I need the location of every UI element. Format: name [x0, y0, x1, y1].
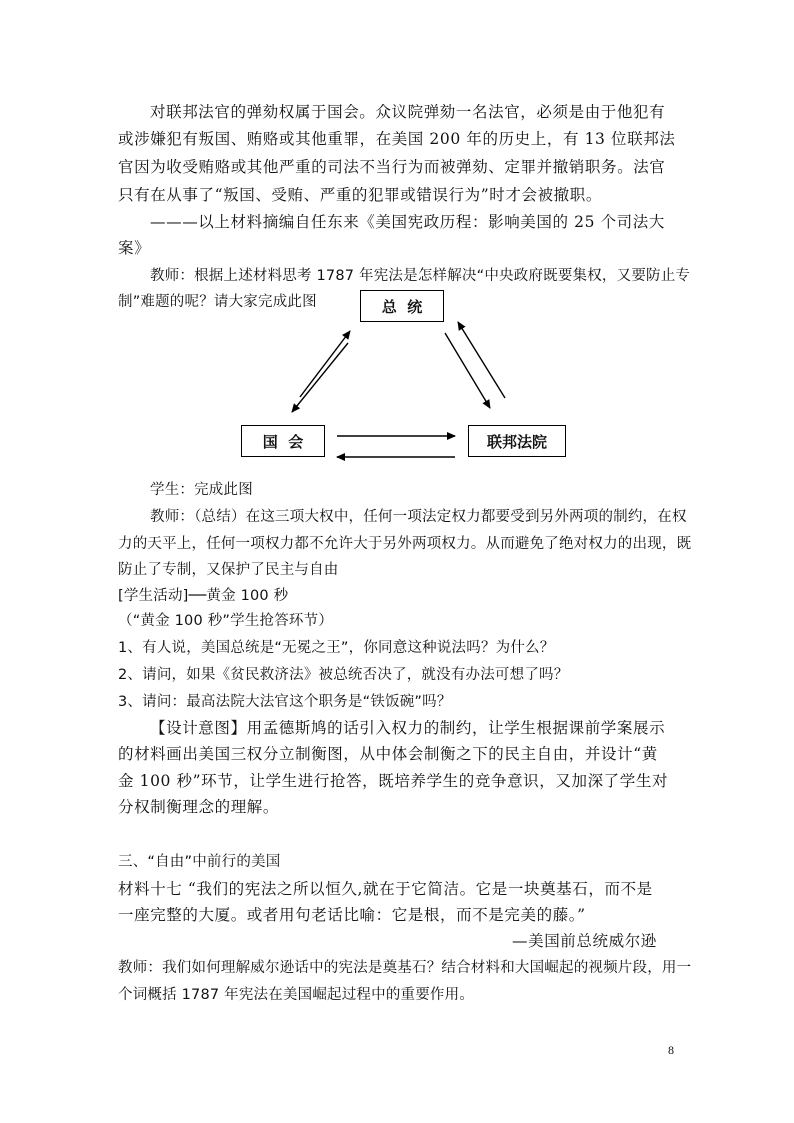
source-line-2: 案》: [118, 239, 151, 257]
page-number: 8: [668, 1043, 674, 1057]
teacher-question-3-line-1: 教师：我们如何理解威尔逊话中的宪法是奠基石？结合材料和大国崛起的视频片段，用一: [118, 960, 692, 976]
teacher-question-line-2: 制”难题的呢？请大家完成此图: [118, 294, 317, 310]
design-intent-line-3: 金 100 秒”环节，让学生进行抢答，既培养学生的竞争意识，又加深了学生对: [118, 772, 669, 790]
design-intent-line-1: 【设计意图】用孟德斯鸠的话引入权力的制约，让学生根据课前学案展示: [150, 719, 666, 737]
paragraph-1-line-2: 或涉嫌犯有叛国、贿赂或其他重罪，在美国 200 年的历史上，有 13 位联邦法: [118, 130, 676, 148]
material-17-line-1: 材料十七 “我们的宪法之所以恒久,就在于它简洁。它是一块奠基石，而不是: [118, 880, 653, 898]
teacher-question-line-1: 教师：根据上述材料思考 1787 年宪法是怎样解决“中央政府既要集权，又要防止专: [150, 268, 691, 284]
paragraph-1-line-3: 官因为收受贿赂或其他严重的司法不当行为而被弹劾、定罪并撤销职务。法官: [118, 158, 666, 176]
paragraph-1-line-4: 只有在从事了“叛国、受贿、严重的犯罪或错误行为”时才会被撤职。: [118, 186, 602, 204]
design-intent-line-2: 的材料画出美国三权分立制衡图，从中体会制衡之下的民主自由，并设计“黄: [118, 745, 658, 763]
student-activity-note: （“黄金 100 秒”学生抢答环节）: [118, 613, 334, 629]
paragraph-1-line-1: 对联邦法官的弹劾权属于国会。众议院弹劾一名法官，必须是由于他犯有: [150, 103, 666, 121]
design-intent-line-4: 分权制衡理念的理解。: [118, 798, 280, 816]
federal-court-box: [468, 425, 566, 457]
arrow-president-to-congress: [292, 343, 348, 412]
material-17-line-2: 一座完整的大厦。或者用句老话比喻：它是根，而不是完美的藤。”: [118, 906, 586, 924]
source-line-1: ———以上材料摘编自任东来《美国宪政历程：影响美国的 25 个司法大: [150, 213, 665, 231]
president-label: 总 统: [381, 297, 423, 316]
material-17-attribution: —美国前总统威尔逊: [512, 932, 657, 950]
congress-box: [241, 425, 325, 457]
federal-court-label: 联邦法院: [486, 432, 547, 451]
arrow-court-to-president: [458, 322, 505, 398]
teacher-question-3-line-2: 个词概括 1787 年宪法在美国崛起过程中的重要作用。: [118, 987, 475, 1003]
question-2: 2、请问，如果《贫民救济法》被总统否决了，就没有办法可想了吗？: [118, 667, 569, 683]
student-line: 学生：完成此图: [150, 482, 253, 498]
teacher-summary-line-1: 教师：（总结）在这三项大权中，任何一项法定权力都要受到另外两项的制约，在权: [150, 509, 687, 525]
president-box: [360, 290, 444, 322]
arrow-president-to-court: [445, 333, 490, 408]
teacher-summary-line-2: 力的天平上，任何一项权力都不允许大于另外两项权力。从而避免了绝对权力的出现，既: [118, 536, 692, 552]
question-3: 3、请问：最高法院大法官这个职务是“铁饭碗”吗？: [118, 694, 452, 710]
section-3-heading: 三、“自由”中前行的美国: [118, 854, 281, 870]
student-activity-heading: [学生活动]──黄金 100 秒: [118, 588, 289, 604]
teacher-summary-line-3: 防止了专制，又保护了民主与自由: [118, 562, 339, 578]
congress-label: 国 会: [262, 432, 304, 451]
question-1: 1、有人说，美国总统是“无冕之王”，你同意这种说法吗？为什么？: [118, 640, 555, 656]
arrow-congress-to-president: [300, 331, 350, 397]
